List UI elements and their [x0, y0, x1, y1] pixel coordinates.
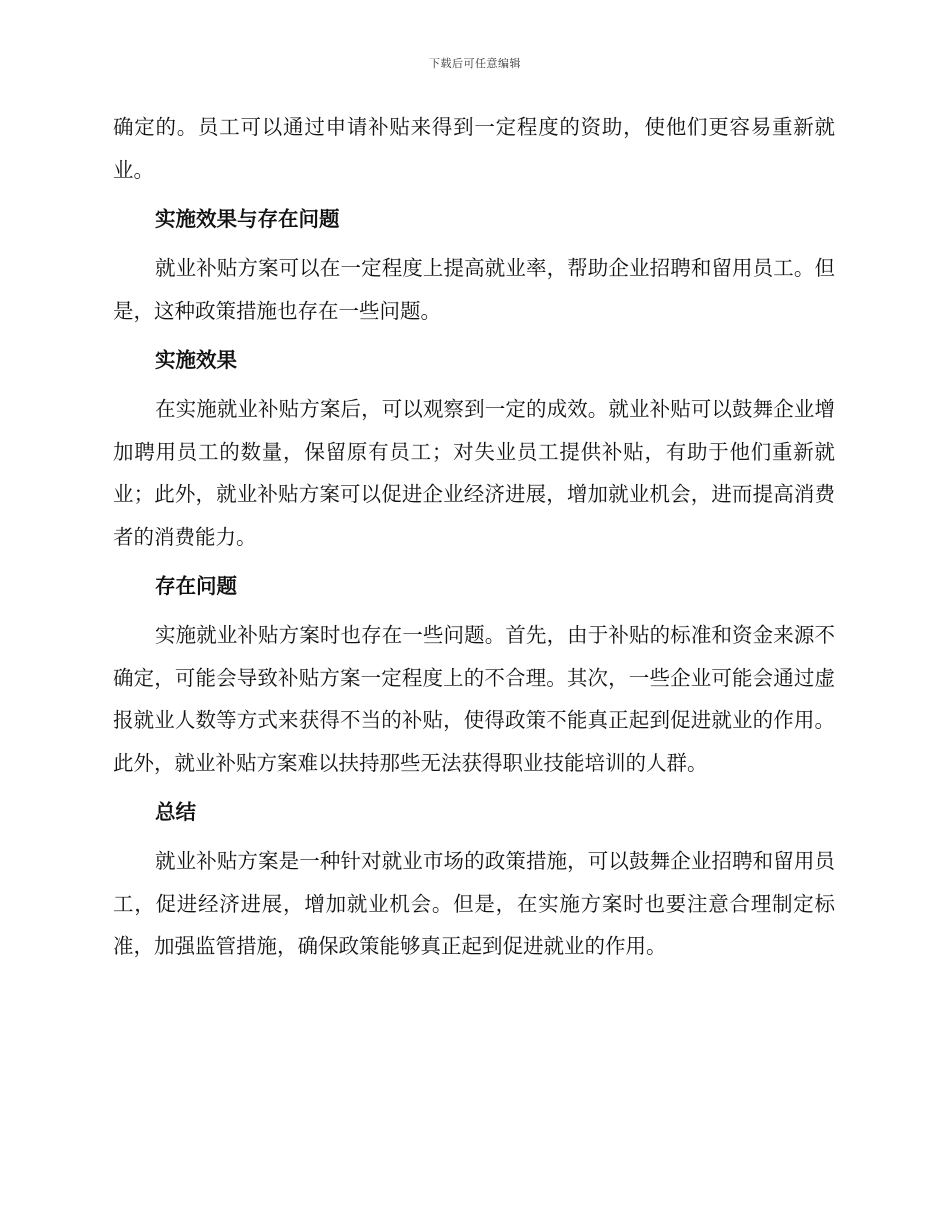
paragraph-effects-and-problems: 就业补贴方案可以在一定程度上提高就业率，帮助企业招聘和留用员工。但是，这种政策措施也存在一些问题。 — [113, 256, 835, 323]
document-body — [113, 106, 835, 968]
paragraph-continuation: 确定的。员工可以通过申请补贴来得到一定程度的资助，使他们更容易重新就业。 — [113, 115, 835, 182]
paragraph-summary: 就业补贴方案是一种针对就业市场的政策措施，可以鼓舞企业招聘和留用员工，促进经济进展，增加就业机会。但是，在实施方案时也要注意合理制定标准，加强监管措施，确保政策能够真正起到促进就业的作用。 — [113, 849, 835, 958]
heading-effects-and-problems: 实施效果与存在问题 — [155, 207, 340, 231]
heading-summary: 总结 — [155, 800, 196, 824]
heading-effects: 实施效果 — [155, 348, 237, 372]
paragraph-problems: 实施就业补贴方案时也存在一些问题。首先，由于补贴的标准和资金来源不确定，可能会导致补贴方案一定程度上的不合理。其次，一些企业可能会通过虚报就业人数等方式来获得不当的补贴，使得政策不能真正起到促进就业的作用。此外，就业补贴方案难以扶持那些无法获得职业技能培训的人群。 — [113, 623, 835, 775]
header-note: 下载后可任意编辑 — [429, 57, 521, 70]
heading-problems: 存在问题 — [155, 574, 237, 598]
paragraph-effects: 在实施就业补贴方案后，可以观察到一定的成效。就业补贴可以鼓舞企业增加聘用员工的数量，保留原有员工；对失业员工提供补贴，有助于他们重新就业；此外，就业补贴方案可以促进企业经济进展，增加就业机会，进而提高消费者的消费能力。 — [113, 397, 835, 549]
